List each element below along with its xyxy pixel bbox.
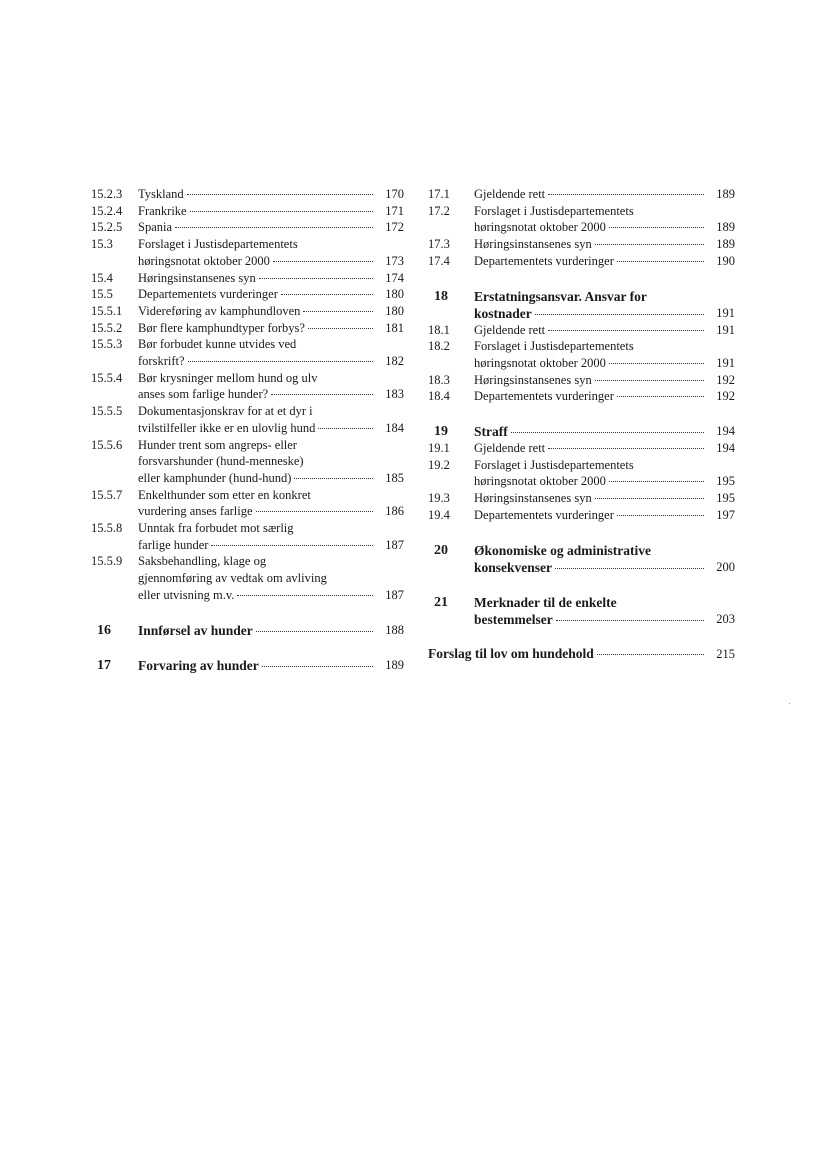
- toc-entry-number: 15.5.2: [91, 320, 123, 335]
- toc-entry-title-line: [474, 355, 707, 372]
- toc-entry-title: [138, 553, 376, 603]
- toc-entry-title-text: Merknader til de enkelte: [474, 594, 617, 610]
- toc-page-number: 194: [716, 424, 735, 439]
- toc-entry-title-text: høringsnotat oktober 2000: [474, 355, 606, 370]
- toc-entry-title-text: Innførsel av hunder: [138, 622, 253, 638]
- toc-entry-title: [474, 288, 707, 322]
- toc-entry-title-text: Gjeldende rett: [474, 441, 546, 456]
- toc-entry-title-line: [474, 542, 707, 559]
- toc-spacer: [91, 604, 404, 622]
- toc-page-number: 173: [385, 253, 404, 268]
- toc-entry-title: [474, 236, 707, 253]
- toc-entry[interactable]: [428, 186, 735, 203]
- toc-appendix-entry[interactable]: [428, 646, 735, 663]
- toc-entry-title-text: Gjeldende rett: [474, 187, 546, 201]
- toc-entry-title: [138, 320, 376, 337]
- toc-dot-leader: [617, 515, 704, 516]
- toc-entry-title-text: Straff: [474, 424, 508, 440]
- toc-entry-title: [138, 236, 376, 269]
- toc-entry-title-text: Enkelthunder som etter en konkret: [138, 487, 311, 502]
- toc-dot-leader: [595, 498, 704, 499]
- toc-entry-title: [474, 490, 707, 507]
- toc-column-right: [428, 186, 735, 662]
- toc-entry-title: [474, 423, 707, 440]
- toc-dot-leader: [294, 478, 373, 479]
- toc-entry-number: 18.3: [428, 372, 450, 387]
- toc-page-number: 187: [385, 537, 404, 552]
- toc-entry-title-text: Bør flere kamphundtyper forbys?: [138, 320, 305, 335]
- toc-entry-number: 15.5.4: [91, 370, 123, 385]
- toc-page-number: 184: [385, 420, 404, 435]
- toc-entry-title-text: Høringsinstansenes syn: [138, 270, 256, 285]
- toc-dot-leader: [303, 311, 373, 312]
- toc-entry-title-line: [474, 338, 707, 355]
- toc-page-number: 189: [716, 187, 735, 201]
- toc-entry-title-line: [474, 236, 707, 253]
- toc-dot-leader: [271, 394, 373, 395]
- toc-entry[interactable]: [428, 203, 735, 236]
- toc-entry-title: [474, 457, 707, 490]
- toc-entry-title-line: [138, 370, 376, 387]
- toc-entry-number: 21: [434, 594, 448, 610]
- toc-entry-title-line: [138, 657, 376, 674]
- toc-entry-number: 19.4: [428, 507, 450, 522]
- toc-dot-leader: [190, 211, 373, 212]
- toc-entry-title-line: [474, 423, 707, 440]
- toc-spacer: [91, 639, 404, 657]
- toc-entry-number: 17.3: [428, 237, 450, 252]
- toc-page-number: 215: [716, 646, 735, 661]
- toc-entry-title-text: Forslaget i Justisdepartementets: [474, 203, 634, 218]
- toc-entry[interactable]: [428, 236, 735, 253]
- toc-entry[interactable]: [91, 370, 404, 403]
- toc-entry-title-text: Høringsinstansenes syn: [474, 372, 592, 387]
- toc-entry-title-text: Frankrike: [138, 203, 187, 218]
- toc-dot-leader: [259, 278, 373, 279]
- toc-page-number: 181: [385, 320, 404, 335]
- toc-dot-leader: [617, 261, 704, 262]
- toc-entry-title: [138, 403, 376, 436]
- toc-entry[interactable]: [428, 372, 735, 389]
- toc-entry-title: [138, 336, 376, 369]
- toc-entry-number: 16: [97, 622, 111, 638]
- toc-entry-title-line: [138, 420, 376, 437]
- toc-dot-leader: [609, 363, 704, 364]
- toc-entry-title-line: [138, 553, 376, 570]
- toc-page-number: 192: [716, 372, 735, 387]
- toc-entry-title: [138, 520, 376, 553]
- toc-entry-title-text: Departementets vurderinger: [474, 507, 614, 522]
- toc-entry-title-line: [138, 353, 376, 370]
- toc-page-number: 191: [716, 305, 735, 320]
- toc-page-number: 171: [385, 203, 404, 218]
- toc-entry-title-text: Departementets vurderinger: [138, 287, 278, 302]
- toc-entry-title-text: Bør forbudet kunne utvides ved: [138, 337, 297, 352]
- toc-entry-title-text: Forslag til lov om hundehold: [428, 645, 594, 661]
- toc-entry-title-line: [138, 386, 376, 403]
- toc-entry-title-line: [138, 537, 376, 554]
- toc-entry-title-line: [138, 453, 376, 470]
- toc-entry-title-text: Videreføring av kamphundloven: [138, 303, 301, 318]
- toc-dot-leader: [273, 261, 373, 262]
- toc-entry-number: 18.4: [428, 389, 450, 404]
- toc-entry-title-text: Unntak fra forbudet mot særlig: [138, 521, 294, 536]
- toc-entry-number: 17.1: [428, 187, 450, 201]
- toc-entry-title-text: kostnader: [474, 305, 532, 321]
- toc-entry[interactable]: [428, 388, 735, 405]
- toc-entry-title-line: [138, 253, 376, 270]
- toc-dot-leader: [548, 194, 704, 195]
- toc-dot-leader: [237, 595, 373, 596]
- toc-dot-leader: [318, 428, 373, 429]
- toc-page-number: 190: [716, 253, 735, 268]
- toc-entry-number: 15.5.7: [91, 487, 123, 502]
- toc-entry-title-line: [474, 372, 707, 389]
- toc-entry-title-text: Høringsinstansenes syn: [474, 237, 592, 252]
- toc-page-number: 189: [716, 220, 735, 235]
- toc-entry-title-line: [474, 388, 707, 405]
- toc-chapter[interactable]: [91, 622, 404, 639]
- toc-entry-title: [474, 542, 707, 576]
- toc-entry-title-line: [138, 219, 376, 236]
- toc-entry-title: [474, 253, 707, 270]
- toc-entry-number: 18: [434, 288, 448, 304]
- toc-entry-title-line: [138, 320, 376, 337]
- toc-entry-title-text: Høringsinstansenes syn: [474, 491, 592, 506]
- toc-entry-title: [138, 622, 376, 639]
- toc-entry-number: 15.5.5: [91, 404, 123, 419]
- toc-entry[interactable]: [91, 553, 404, 603]
- toc-entry-title-text: Dokumentasjonskrav for at et dyr i: [138, 404, 313, 419]
- toc-dot-leader: [609, 481, 704, 482]
- toc-entry-title-line: [474, 559, 707, 576]
- toc-dot-leader: [188, 361, 373, 362]
- toc-entry-title-line: [474, 611, 707, 628]
- toc-entry-title: [474, 388, 707, 405]
- toc-entry-number: 15.5.1: [91, 303, 123, 318]
- toc-entry-title-line: [138, 403, 376, 420]
- toc-entry-title-text: Departementets vurderinger: [474, 389, 614, 404]
- toc-dot-leader: [548, 330, 704, 331]
- toc-entry[interactable]: [91, 320, 404, 337]
- toc-entry-title-line: [138, 236, 376, 253]
- toc-dot-leader: [595, 244, 704, 245]
- toc-entry-title: [138, 203, 376, 220]
- toc-chapter[interactable]: [428, 594, 735, 628]
- toc-entry-number: 15.2.3: [91, 187, 123, 201]
- toc-entry-title-text: Tyskland: [138, 187, 184, 201]
- toc-page-number: 180: [385, 303, 404, 318]
- toc-entry-title-line: [474, 253, 707, 270]
- toc-entry-title-text: tvilstilfeller ikke er en ulovlig hund: [138, 420, 316, 435]
- toc-entry-title-text: eller utvisning m.v.: [138, 587, 235, 602]
- toc-entry-title-text: Saksbehandling, klage og: [138, 554, 267, 569]
- toc-column-left: [91, 186, 404, 674]
- toc-dot-leader: [511, 432, 704, 433]
- toc-dot-leader: [609, 227, 704, 228]
- toc-page-number: 187: [385, 587, 404, 602]
- toc-entry-title-text: Spania: [138, 220, 173, 235]
- toc-entry-number: 15.4: [91, 270, 113, 285]
- toc-spacer: [428, 405, 735, 423]
- toc-entry-title: [138, 286, 376, 303]
- toc-entry[interactable]: [91, 219, 404, 236]
- toc-entry-title: [138, 270, 376, 287]
- toc-page-number: 180: [385, 287, 404, 302]
- toc-entry[interactable]: [91, 203, 404, 220]
- toc-entry-number: 19.2: [428, 457, 450, 472]
- toc-dot-leader: [175, 227, 373, 228]
- toc-dot-leader: [308, 328, 373, 329]
- toc-entry[interactable]: [428, 253, 735, 270]
- toc-entry[interactable]: [91, 336, 404, 369]
- toc-entry-title-text: farlige hunder: [138, 537, 209, 552]
- toc-dot-leader: [617, 396, 704, 397]
- toc-chapter[interactable]: [428, 423, 735, 440]
- toc-entry-title: [474, 372, 707, 389]
- toc-page-number: 192: [716, 389, 735, 404]
- toc-entry-title-line: [474, 594, 707, 611]
- toc-entry-title: [474, 440, 707, 457]
- toc-entry-number: 15.2.4: [91, 203, 123, 218]
- toc-dot-leader: [256, 511, 373, 512]
- toc-entry-number: 15.5.8: [91, 521, 123, 536]
- toc-spacer: [428, 576, 735, 594]
- toc-chapter[interactable]: [428, 542, 735, 576]
- toc-entry-title: [474, 203, 707, 236]
- toc-entry-number: 15.5.9: [91, 554, 123, 569]
- toc-entry[interactable]: [91, 303, 404, 320]
- toc-entry-title-line: [138, 470, 376, 487]
- toc-entry-title-line: [474, 473, 707, 490]
- toc-entry-title-line: [138, 570, 376, 587]
- toc-entry[interactable]: [91, 487, 404, 520]
- toc-entry-title-line: [474, 440, 707, 457]
- toc-entry-title-text: Forvaring av hunder: [138, 657, 259, 673]
- toc-entry-title-line: [138, 520, 376, 537]
- toc-page-number: 195: [716, 474, 735, 489]
- toc-entry-title-line: [474, 186, 707, 203]
- toc-entry-title: [138, 437, 376, 487]
- toc-entry-title-line: [138, 336, 376, 353]
- toc-entry-title-line: [138, 270, 376, 287]
- toc-page-number: 188: [385, 622, 404, 637]
- toc-spacer: [428, 628, 735, 646]
- toc-entry-number: 19.3: [428, 491, 450, 506]
- toc-entry-number: 15.5.6: [91, 437, 123, 452]
- toc-entry-title: [138, 186, 376, 203]
- scan-speck: [789, 703, 790, 704]
- toc-entry-title-text: Erstatningsansvar. Ansvar for: [474, 288, 647, 304]
- toc-entry-title: [138, 303, 376, 320]
- toc-entry-title-text: høringsnotat oktober 2000: [138, 253, 270, 268]
- toc-entry-number: 18.1: [428, 322, 450, 337]
- toc-entry-title-line: [138, 503, 376, 520]
- toc-entry-title-line: [138, 303, 376, 320]
- toc-dot-leader: [595, 380, 704, 381]
- toc-entry-number: 19.1: [428, 441, 450, 456]
- toc-entry-title-text: Økonomiske og administrative: [474, 542, 652, 558]
- toc-entry-title-text: Bør krysninger mellom hund og ulv: [138, 370, 318, 385]
- toc-entry-title-text: Departementets vurderinger: [474, 253, 614, 268]
- toc-entry-title-text: Gjeldende rett: [474, 322, 546, 337]
- toc-entry-title-line: [138, 186, 376, 203]
- toc-page-number: 197: [716, 507, 735, 522]
- toc-entry-title-line: [474, 305, 707, 322]
- toc-entry-title-text: konsekvenser: [474, 559, 553, 575]
- toc-page-number: 191: [716, 355, 735, 370]
- toc-page-number: 183: [385, 387, 404, 402]
- toc-dot-leader: [256, 631, 373, 632]
- toc-page-number: 172: [385, 220, 404, 235]
- toc-entry-title-line: [474, 203, 707, 220]
- toc-entry[interactable]: [91, 286, 404, 303]
- toc-entry[interactable]: [428, 440, 735, 457]
- toc-entry-title-line: [428, 646, 707, 663]
- toc-entry[interactable]: [91, 236, 404, 269]
- toc-dot-leader: [281, 294, 373, 295]
- toc-entry-title: [138, 487, 376, 520]
- toc-spacer: [428, 524, 735, 542]
- toc-entry[interactable]: [91, 437, 404, 487]
- toc-entry-title: [474, 594, 707, 628]
- toc-chapter[interactable]: [91, 657, 404, 674]
- toc-entry-title-line: [474, 288, 707, 305]
- toc-page-number: 195: [716, 491, 735, 506]
- toc-spacer: [428, 270, 735, 288]
- toc-page-number: 170: [385, 187, 404, 201]
- toc-entry-title: [138, 370, 376, 403]
- toc-entry-title-line: [138, 587, 376, 604]
- toc-dot-leader: [535, 314, 704, 315]
- toc-entry-number: 18.2: [428, 339, 450, 354]
- toc-page-number: 203: [716, 611, 735, 626]
- toc-page-number: 185: [385, 470, 404, 485]
- toc-entry-number: 15.5: [91, 287, 113, 302]
- toc-dot-leader: [187, 194, 373, 195]
- toc-entry[interactable]: [91, 403, 404, 436]
- toc-entry-title: [428, 646, 707, 663]
- toc-entry-title: [138, 657, 376, 674]
- toc-entry[interactable]: [91, 186, 404, 203]
- toc-entry-number: 17.2: [428, 203, 450, 218]
- toc-page-number: 194: [716, 441, 735, 456]
- toc-entry-number: 19: [434, 424, 448, 440]
- toc-entry-number: 17.4: [428, 253, 450, 268]
- toc-dot-leader: [548, 448, 704, 449]
- toc-entry-title-text: høringsnotat oktober 2000: [474, 474, 606, 489]
- toc-entry-title: [138, 219, 376, 236]
- toc-dot-leader: [597, 654, 704, 655]
- toc-entry[interactable]: [428, 322, 735, 339]
- toc-entry[interactable]: [428, 490, 735, 507]
- toc-entry-number: 17: [97, 657, 111, 673]
- toc-entry-title: [474, 507, 707, 524]
- toc-entry-number: 15.2.5: [91, 220, 123, 235]
- toc-entry-title-line: [474, 457, 707, 474]
- toc-entry-number: 15.5.3: [91, 337, 123, 352]
- toc-entry-title-line: [474, 219, 707, 236]
- toc-entry-title-text: Forslaget i Justisdepartementets: [474, 457, 634, 472]
- toc-entry-number: 15.3: [91, 237, 113, 252]
- toc-entry[interactable]: [428, 507, 735, 524]
- toc-entry-title-text: eller kamphunder (hund-hund): [138, 470, 292, 485]
- toc-chapter[interactable]: [428, 288, 735, 322]
- toc-page-number: 191: [716, 322, 735, 337]
- toc-entry-title-text: Forslaget i Justisdepartementets: [474, 339, 634, 354]
- toc-entry-title-line: [474, 322, 707, 339]
- toc-entry-title-text: gjennomføring av vedtak om avliving: [138, 571, 327, 586]
- toc-entry-title-text: anses som farlige hunder?: [138, 387, 269, 402]
- toc-page-number: 174: [385, 270, 404, 285]
- toc-page-number: 186: [385, 504, 404, 519]
- toc-entry-title-line: [138, 622, 376, 639]
- toc-dot-leader: [556, 620, 704, 621]
- toc-entry-title-line: [138, 487, 376, 504]
- toc-entry[interactable]: [428, 457, 735, 490]
- toc-entry-number: 20: [434, 542, 448, 558]
- toc-entry-title-text: vurdering anses farlige: [138, 504, 253, 519]
- toc-page-number: 189: [716, 237, 735, 252]
- toc-entry-title-text: Forslaget i Justisdepartementets: [138, 237, 298, 252]
- toc-page-number: 189: [385, 657, 404, 672]
- toc-entry[interactable]: [428, 338, 735, 371]
- toc-entry-title-text: forsvarshunder (hund-menneske): [138, 454, 304, 469]
- toc-entry[interactable]: [91, 520, 404, 553]
- toc-entry-title-text: høringsnotat oktober 2000: [474, 220, 606, 235]
- toc-entry-title-line: [138, 286, 376, 303]
- toc-entry-title: [474, 338, 707, 371]
- toc-entry-title-line: [138, 437, 376, 454]
- toc-entry-title-line: [474, 490, 707, 507]
- toc-entry-title: [474, 322, 707, 339]
- toc-entry-title-text: forskrift?: [138, 354, 185, 369]
- toc-entry[interactable]: [91, 270, 404, 287]
- toc-entry-title: [474, 186, 707, 203]
- toc-dot-leader: [262, 666, 373, 667]
- toc-dot-leader: [555, 568, 704, 569]
- toc-entry-title-line: [138, 203, 376, 220]
- toc-entry-title-text: bestemmelser: [474, 611, 553, 627]
- toc-page-number: 200: [716, 559, 735, 574]
- toc-entry-title-line: [474, 507, 707, 524]
- toc-dot-leader: [211, 545, 373, 546]
- toc-entry-title-text: Hunder trent som angreps- eller: [138, 437, 297, 452]
- toc-page-number: 182: [385, 354, 404, 369]
